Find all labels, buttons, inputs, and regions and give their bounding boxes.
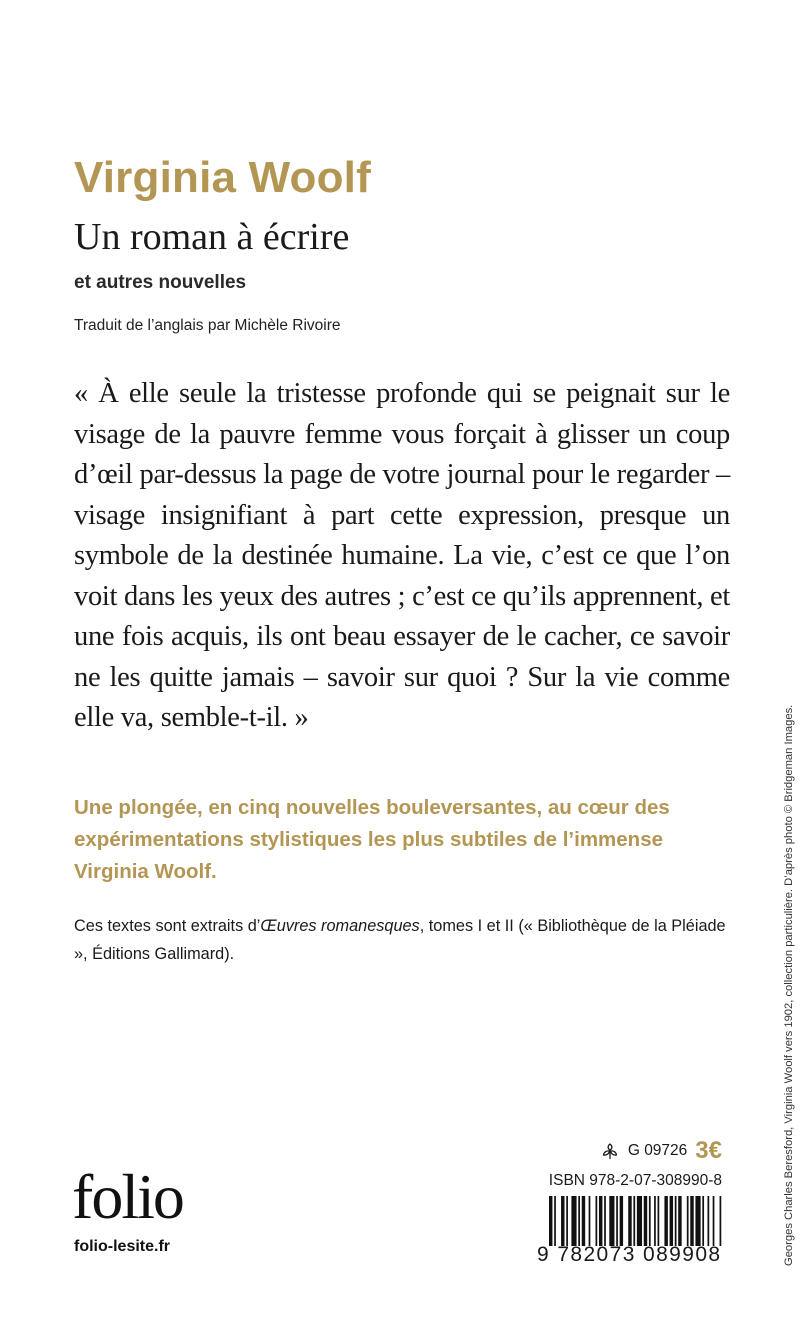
price-block	[600, 1137, 722, 1165]
barcode-bar	[687, 1196, 689, 1246]
barcode-bar	[702, 1196, 704, 1246]
barcode-bar	[549, 1196, 552, 1246]
barcode-bar	[678, 1196, 681, 1246]
photo-credit: Georges Charles Beresford, Virginia Woolf vers 1902, collection particulière. D’après photo © Bridgeman Images.	[783, 704, 795, 1266]
source-note	[74, 912, 734, 968]
barcode-bar	[566, 1196, 568, 1246]
translator-credit: Traduit de l’anglais par Michèle Rivoire	[74, 317, 341, 334]
barcode-bar	[578, 1196, 580, 1246]
publisher-website: folio-lesite.fr	[74, 1238, 171, 1255]
barcode-bar	[554, 1196, 556, 1246]
barcode-bar	[654, 1196, 656, 1246]
barcode-bar	[604, 1196, 606, 1246]
price: 3€	[695, 1137, 722, 1164]
barcode-bar	[675, 1196, 677, 1246]
barcode-graphic	[549, 1196, 723, 1246]
book-title: Un roman à écrire	[74, 216, 350, 258]
barcode-bar	[637, 1196, 642, 1246]
barcode-bar	[616, 1196, 618, 1246]
barcode-bar	[649, 1196, 651, 1246]
barcode-bar	[670, 1196, 673, 1246]
blurb: Une plongée, en cinq nouvelles bouleversantes, au cœur des expérimentations stylistiques les plus subtiles de l’immense Virginia Woolf.	[74, 796, 670, 883]
barcode-bar	[582, 1196, 585, 1246]
product-code: G 09726	[627, 1142, 688, 1159]
barcode-bar	[599, 1196, 602, 1246]
barcode-bar	[571, 1196, 576, 1246]
barcode-bar	[596, 1196, 598, 1246]
barcode-bar	[628, 1196, 631, 1246]
barcode-bar	[609, 1196, 614, 1246]
barcode-bar	[708, 1196, 710, 1246]
barcode-bar	[561, 1196, 564, 1246]
excerpt-quote: « À elle seule la tristesse profonde qui se peignait sur le visage de la pauvre femme vous forçait à glisser un coup d’œil par-dessus la page de votre journal pour le regarder – visage insignifiant à part cette expression, presque un symbole de la destinée humaine. La vie, c’est ce que l’on voit dans les yeux des autres ; c’est ce qu’ils apprennent, et une fois acquis, ils ont beau essayer de le cacher, ce savoir ne les quitte jamais – savoir sur quoi ? Sur la vie comme elle va, semble-t-il. »	[74, 378, 730, 733]
author-name: Virginia Woolf	[74, 153, 371, 202]
barcode-bar	[620, 1196, 623, 1246]
barcode-bar	[664, 1196, 667, 1246]
source-note-prefix: Ces textes sont extraits d’	[74, 917, 261, 935]
barcode-bar	[658, 1196, 660, 1246]
barcode-bar	[690, 1196, 693, 1246]
barcode-bar	[695, 1196, 700, 1246]
barcode-bar	[633, 1196, 635, 1246]
source-note-suffix: , tomes I et II (« Bibliothèque de la Pléiade », Éditions Gallimard).	[74, 917, 726, 963]
barcode-bar	[713, 1196, 715, 1246]
barcode-bar	[720, 1196, 722, 1246]
leaf-mark-icon	[600, 1141, 620, 1161]
barcode-digits: 9 782073 089908	[537, 1243, 722, 1266]
barcode-bar	[589, 1196, 591, 1246]
book-subtitle: et autres nouvelles	[74, 272, 247, 293]
folio-logo: folio	[72, 1161, 183, 1232]
source-note-work: Œuvres romanesques	[260, 917, 420, 935]
isbn: ISBN 978-2-07-308990-8	[548, 1172, 722, 1189]
barcode-bar	[644, 1196, 647, 1246]
